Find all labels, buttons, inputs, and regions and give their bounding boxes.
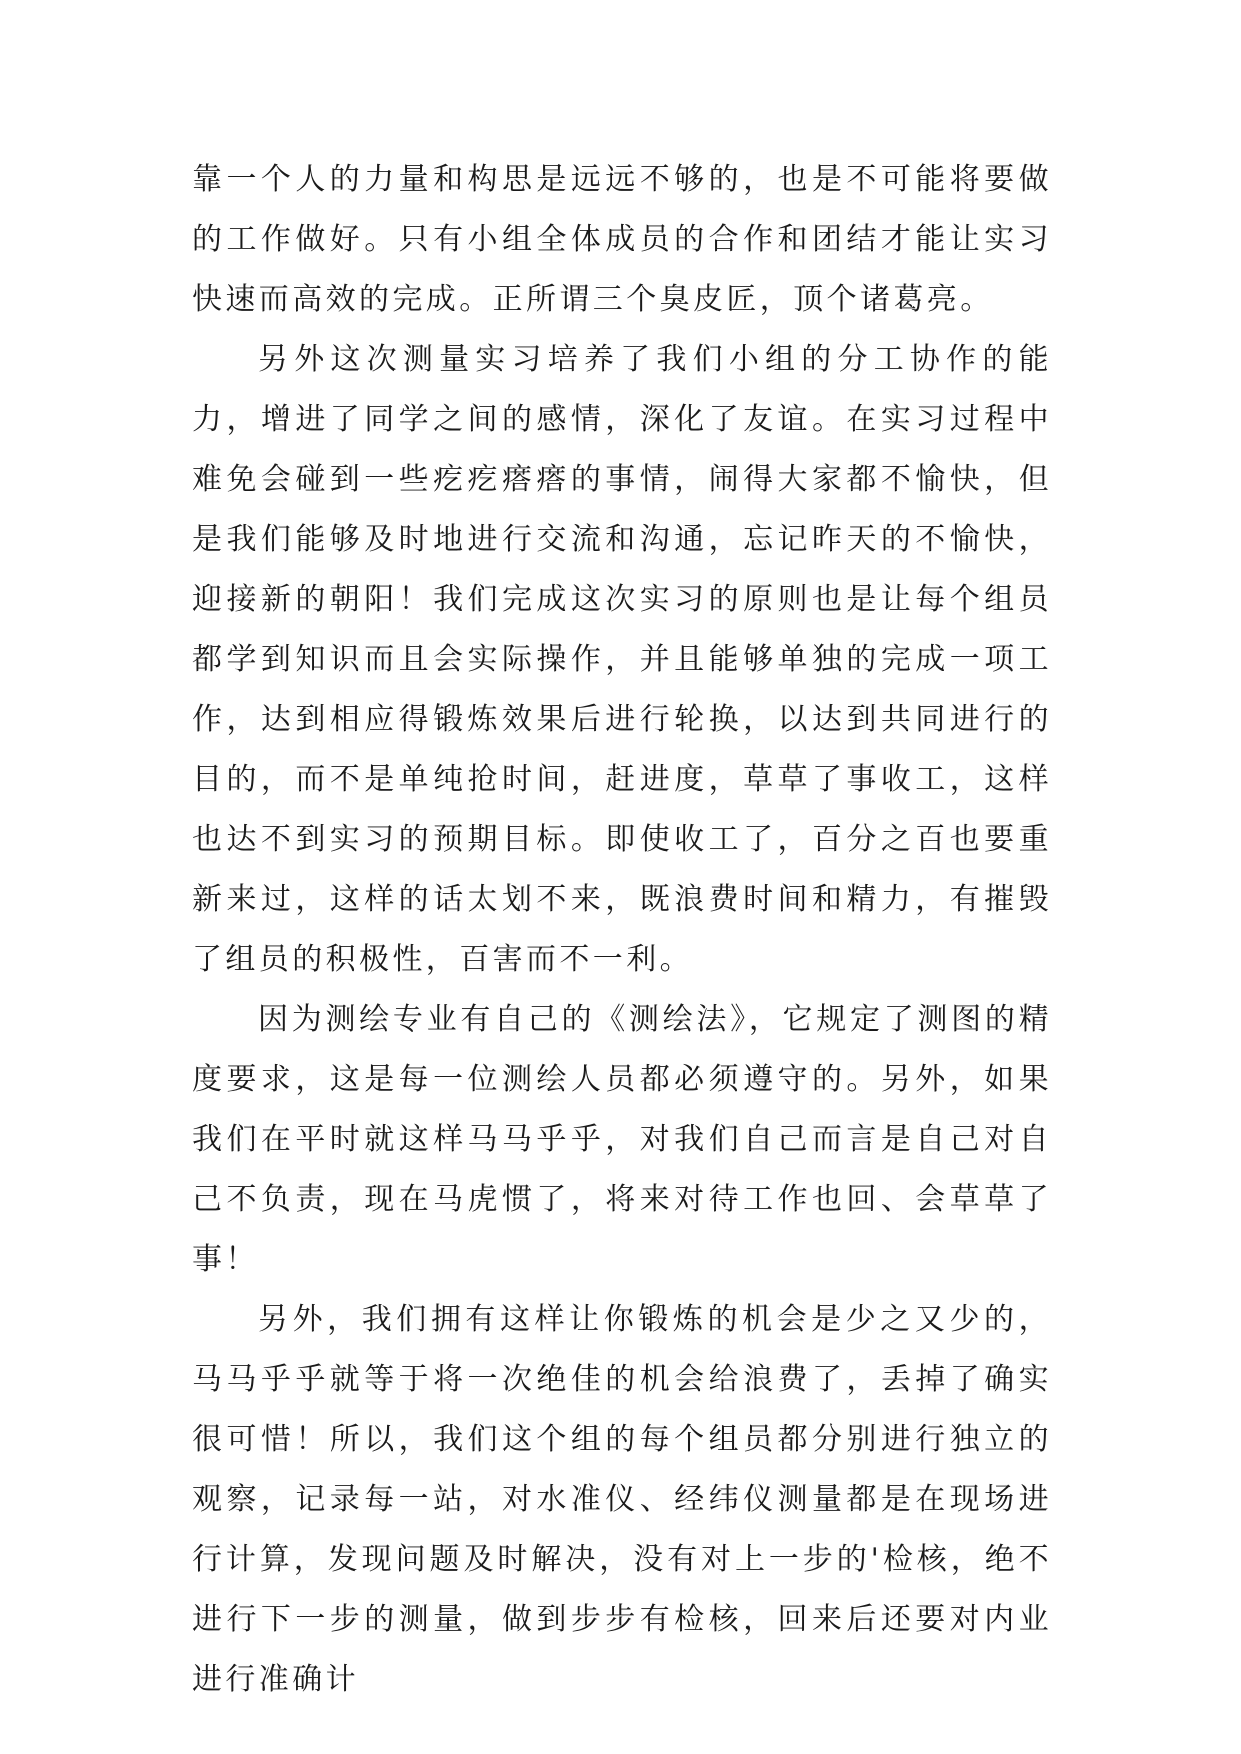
paragraph-2: 另外这次测量实习培养了我们小组的分工协作的能力，增进了同学之间的感情，深化了友谊。在实习过程中难免会碰到一些疙疙瘩瘩的事情，闹得大家都不愉快，但是我们能够及时地进行交流和沟通，忘记昨天的不愉快，迎接新的朝阳！我们完成这次实习的原则也是让每个组员都学到知识而且会实际操作，并且能够单独的完成一项工作，达到相应得锻炼效果后进行轮换，以达到共同进行的目的，而不是单纯抢时间，赶进度，草草了事收工，这样也达不到实习的预期目标。即使收工了，百分之百也要重新来过，这样的话太划不来，既浪费时间和精力，有摧毁了组员的积极性，百害而不一利。 [192,342,1052,977]
paragraph-3: 因为测绘专业有自己的《测绘法》，它规定了测图的精度要求，这是每一位测绘人员都必须遵守的。另外，如果我们在平时就这样马马乎乎，对我们自己而言是自己对自己不负责，现在马虎惯了，将来对待工作也回、会草草了事！ [192,1002,1052,1277]
document-body [192,150,1052,1710]
paragraph-1: 靠一个人的力量和构思是远远不够的，也是不可能将要做的工作做好。只有小组全体成员的合作和团结才能让实习快速而高效的完成。正所谓三个臭皮匠，顶个诸葛亮。 [192,162,1052,317]
paragraph-4: 另外，我们拥有这样让你锻炼的机会是少之又少的，马马乎乎就等于将一次绝佳的机会给浪费了，丢掉了确实很可惜！所以，我们这个组的每个组员都分别进行独立的观察，记录每一站，对水准仪、经纬仪测量都是在现场进行计算，发现问题及时解决，没有对上一步的'检核，绝不进行下一步的测量，做到步步有检核，回来后还要对内业进行准确计 [192,1302,1052,1697]
